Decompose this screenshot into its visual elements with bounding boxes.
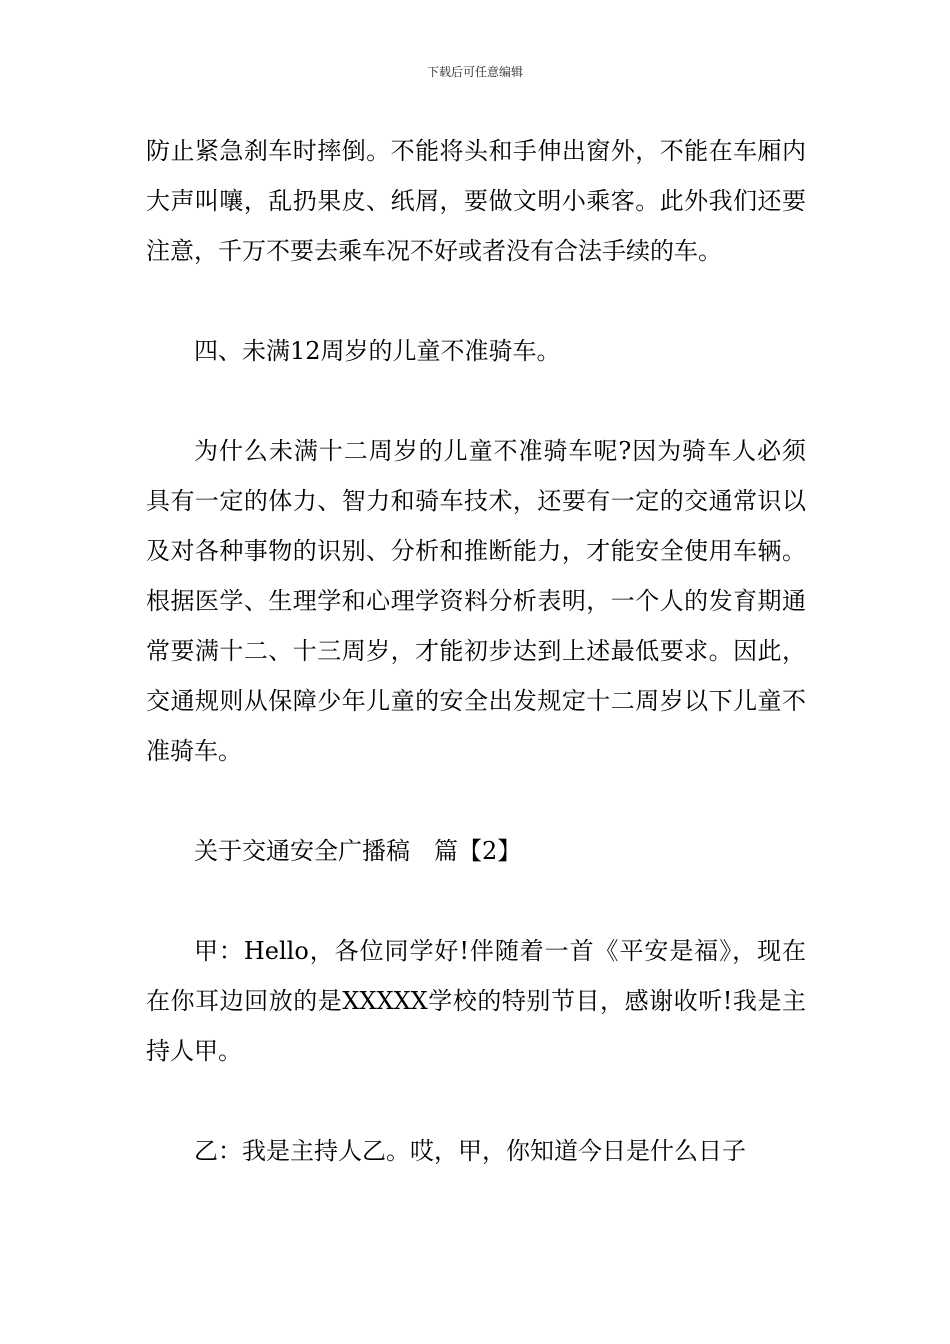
dialogue-speaker-b: 乙：我是主持人乙。哎，甲，你知道今日是什么日子: [194, 1137, 746, 1165]
paragraph-explanation: 为什么未满十二周岁的儿童不准骑车呢?因为骑车人必须具有一定的体力、智力和骑车技术，还要有一定的交通常识以及对各种事物的识别、分析和推断能力，才能安全使用车辆。根据医学、生理学和心理学资料分析表明，一个人的发育期通常要满十二、十三周岁，才能初步达到上述最低要求。因此，交通规则从保障少年儿童的安全出发规定十二周岁以下儿童不准骑车。: [146, 437, 806, 765]
article-title: 关于交通安全广播稿 篇【2】: [194, 837, 522, 865]
page-header: 下载后可任意编辑: [426, 65, 523, 79]
document-body: [146, 126, 806, 1176]
section-heading-four: 四、未满12周岁的儿童不准骑车。: [194, 337, 561, 365]
dialogue-speaker-a: 甲：Hello，各位同学好!伴随着一首《平安是福》，现在在你耳边回放的是XXXXX学校的特别节目，感谢收听!我是主持人甲。: [146, 937, 806, 1065]
paragraph-continuation: 防止紧急刹车时摔倒。不能将头和手伸出窗外，不能在车厢内大声叫嚷，乱扔果皮、纸屑，要做文明小乘客。此外我们还要注意，千万不要去乘车况不好或者没有合法手续的车。: [146, 137, 806, 265]
